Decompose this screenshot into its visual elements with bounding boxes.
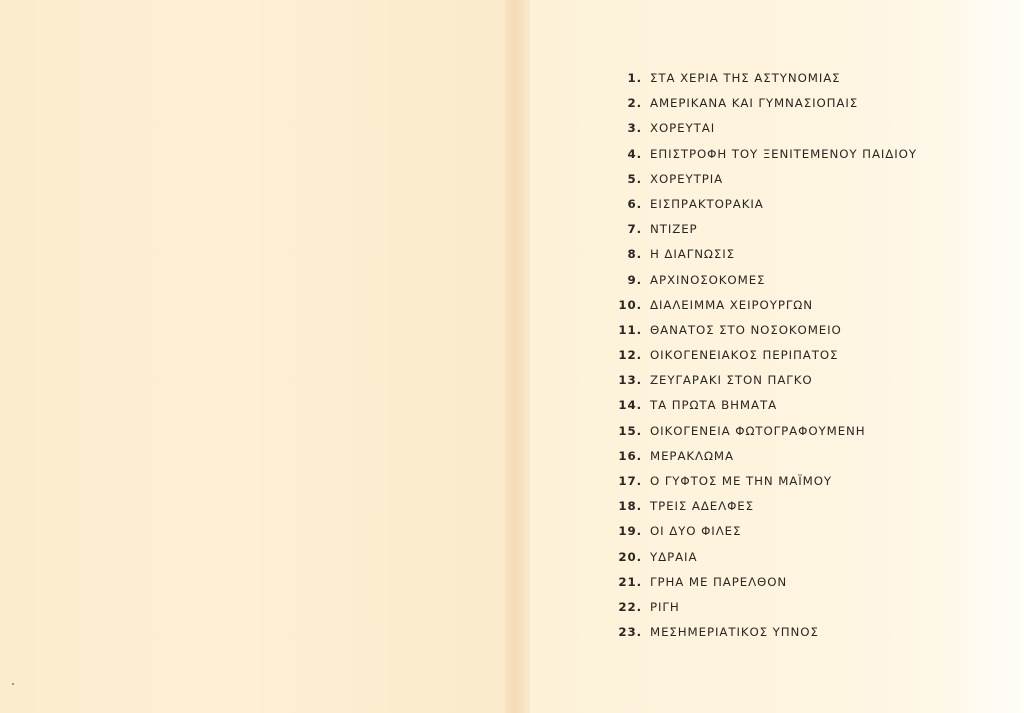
entry-title: ΟΙΚΟΓΕΝΕΙΑΚΟΣ ΠΕΡΙΠΑΤΟΣ bbox=[650, 348, 839, 363]
contents-entry bbox=[606, 595, 917, 620]
contents-entry bbox=[606, 419, 917, 444]
entry-number: 8. bbox=[627, 247, 642, 262]
left-page bbox=[0, 0, 510, 713]
entry-title: ΜΕΣΗΜΕΡΙΑΤΙΚΟΣ ΥΠΝΟΣ bbox=[650, 625, 819, 640]
entry-number: 21. bbox=[618, 574, 642, 589]
contents-entry bbox=[606, 66, 917, 91]
contents-entry bbox=[606, 293, 917, 318]
contents-entry bbox=[606, 217, 917, 242]
entry-number: 2. bbox=[627, 96, 642, 111]
entry-title: ΝΤΙΖΕΡ bbox=[650, 222, 698, 237]
book-gutter bbox=[505, 0, 533, 713]
entry-number: 19. bbox=[618, 524, 642, 539]
contents-entry bbox=[606, 343, 917, 368]
entry-number: 9. bbox=[627, 272, 642, 287]
entry-number: 16. bbox=[618, 448, 642, 463]
entry-number: 12. bbox=[618, 348, 642, 363]
entry-number: 3. bbox=[627, 121, 642, 136]
entry-title: ΤΑ ΠΡΩΤΑ ΒΗΜΑΤΑ bbox=[650, 398, 778, 413]
contents-entry bbox=[606, 192, 917, 217]
entry-number: 18. bbox=[618, 499, 642, 514]
entry-title: ΤΡΕΙΣ ΑΔΕΛΦΕΣ bbox=[650, 499, 755, 514]
entry-number: 7. bbox=[627, 222, 642, 237]
contents-entry bbox=[606, 620, 917, 645]
contents-entry bbox=[606, 318, 917, 343]
contents-entry bbox=[606, 268, 917, 293]
page-edge-highlight bbox=[954, 0, 1024, 713]
contents-entry bbox=[606, 469, 917, 494]
entry-title: ΘΑΝΑΤΟΣ ΣΤΟ ΝΟΣΟΚΟΜΕΙΟ bbox=[650, 322, 842, 337]
entry-title: Η ΔΙΑΓΝΩΣΙΣ bbox=[650, 247, 735, 262]
contents-entry bbox=[606, 444, 917, 469]
entry-title: ΖΕΥΓΑΡΑΚΙ ΣΤΟΝ ΠΑΓΚΟ bbox=[650, 373, 813, 388]
entry-title: ΟΙ ΔΥΟ ΦΙΛΕΣ bbox=[650, 524, 742, 539]
entry-title: Ο ΓΥΦΤΟΣ ΜΕ ΤΗΝ ΜΑΪΜΟΥ bbox=[650, 474, 833, 488]
entry-number: 14. bbox=[618, 398, 642, 413]
entry-title: ΑΜΕΡΙΚΑΝΑ ΚΑΙ ΓΥΜΝΑΣΙΟΠΑΙΣ bbox=[650, 96, 859, 111]
contents-entry bbox=[606, 167, 917, 192]
contents-list bbox=[606, 66, 917, 645]
contents-entry bbox=[606, 519, 917, 544]
entry-number: 15. bbox=[618, 423, 642, 438]
entry-title: ΓΡΗΑ ΜΕ ΠΑΡΕΛΘΟΝ bbox=[650, 574, 788, 589]
entry-number: 11. bbox=[618, 322, 642, 337]
entry-number: 23. bbox=[618, 625, 642, 640]
entry-number: 17. bbox=[618, 474, 642, 488]
entry-number: 6. bbox=[627, 196, 642, 211]
entry-title: ΟΙΚΟΓΕΝΕΙΑ ΦΩΤΟΓΡΑΦΟΥΜΕΝΗ bbox=[650, 423, 866, 438]
entry-title: ΕΠΙΣΤΡΟΦΗ ΤΟΥ ΞΕΝΙΤΕΜΕΝΟΥ ΠΑΙΔΙΟΥ bbox=[650, 146, 917, 161]
entry-title: ΡΙΓΗ bbox=[650, 599, 680, 614]
entry-number: 22. bbox=[618, 599, 642, 614]
entry-number: 10. bbox=[618, 297, 642, 312]
contents-entry bbox=[606, 545, 917, 570]
entry-title: ΧΟΡΕΥΤΡΙΑ bbox=[650, 171, 724, 186]
entry-title: ΑΡΧΙΝΟΣΟΚΟΜΕΣ bbox=[650, 272, 766, 287]
contents-entry bbox=[606, 494, 917, 519]
entry-title: ΜΕΡΑΚΛΩΜΑ bbox=[650, 448, 734, 463]
paper-fleck bbox=[12, 683, 14, 685]
entry-number: 1. bbox=[627, 71, 642, 85]
contents-entry bbox=[606, 142, 917, 167]
entry-title: ΕΙΣΠΡΑΚΤΟΡΑΚΙΑ bbox=[650, 196, 764, 211]
contents-entry bbox=[606, 116, 917, 141]
contents-entry bbox=[606, 393, 917, 418]
entry-title: ΣΤΑ ΧΕΡΙΑ ΤΗΣ ΑΣΤΥΝΟΜΙΑΣ bbox=[650, 71, 841, 85]
entry-number: 13. bbox=[618, 373, 642, 388]
entry-number: 20. bbox=[618, 549, 642, 564]
entry-number: 5. bbox=[627, 171, 642, 186]
contents-entry bbox=[606, 242, 917, 267]
contents-entry bbox=[606, 570, 917, 595]
contents-entry bbox=[606, 368, 917, 393]
contents-entry bbox=[606, 91, 917, 116]
entry-title: ΔΙΑΛΕΙΜΜΑ ΧΕΙΡΟΥΡΓΩΝ bbox=[650, 297, 813, 312]
entry-title: ΧΟΡΕΥΤΑΙ bbox=[650, 121, 716, 136]
entry-number: 4. bbox=[627, 146, 642, 161]
entry-title: ΥΔΡΑΙΑ bbox=[650, 549, 698, 564]
